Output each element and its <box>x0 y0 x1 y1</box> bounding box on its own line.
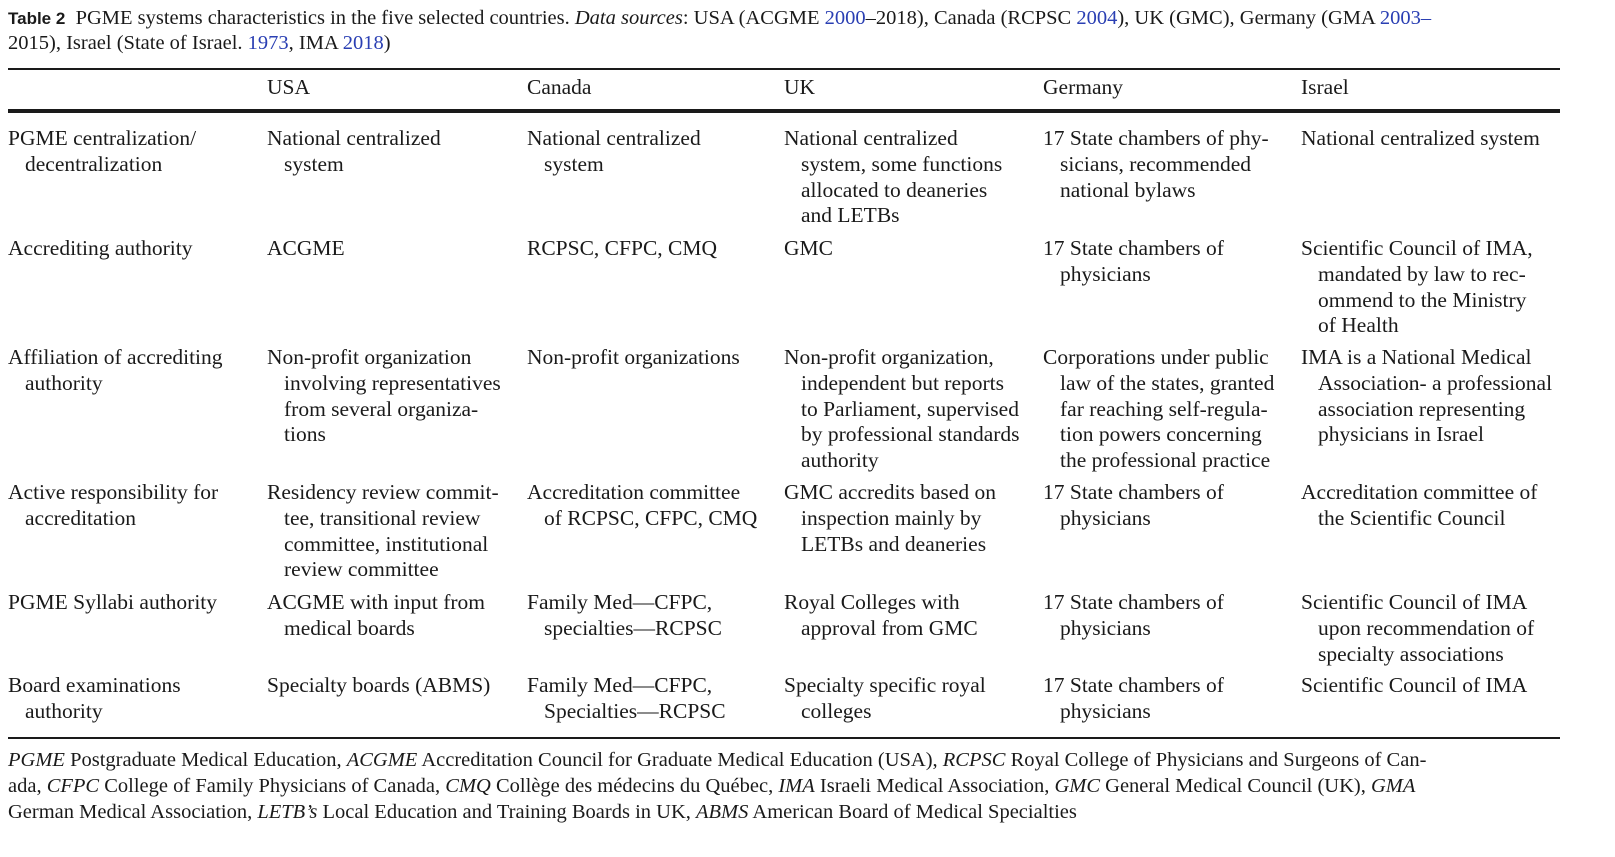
table-cell <box>1301 126 1540 152</box>
cell-line: 17 State chambers of <box>1043 590 1224 614</box>
abbreviation-definition: ada, <box>8 774 47 797</box>
abbreviation: GMC <box>1054 774 1101 797</box>
abbreviation: LETB’s <box>257 800 318 823</box>
cell-line: ACGME with input from <box>267 590 485 614</box>
caption-text: : USA (ACGME <box>682 7 825 29</box>
data-sources-label: Data sources <box>574 7 683 29</box>
abbreviation: RCPSC <box>942 749 1006 771</box>
caption-text: , IMA <box>288 32 343 54</box>
cell-line: Specialty specific royal <box>784 673 986 697</box>
cell-line: far reaching self-regula- <box>1060 396 1268 421</box>
abbreviation-definition: Accreditation Council for Graduate Medical Education (USA), <box>417 749 943 771</box>
abbreviation-definition: Collège des médecins du Québec, <box>490 774 779 797</box>
table-cell <box>527 345 740 371</box>
cell-line: national bylaws <box>1060 177 1196 202</box>
cell-line: physicians <box>1060 261 1151 286</box>
cell-line: by professional standards <box>801 422 1020 447</box>
footnote-line <box>8 800 1564 826</box>
cell-line: Royal Colleges with <box>784 590 960 614</box>
caption-text: PGME systems characteristics in the five selected countries. <box>75 7 575 29</box>
citation-link[interactable]: 2018 <box>342 32 384 54</box>
cell-line: mandated by law to rec- <box>1318 261 1526 286</box>
cell-line: authority <box>25 698 103 723</box>
cell-line: and LETBs <box>801 203 900 228</box>
table-cell <box>784 236 833 262</box>
column-header: Canada <box>527 75 592 99</box>
table-cell <box>784 345 1020 474</box>
cell-line: to Parliament, supervised <box>801 396 1019 421</box>
cell-line: Scientific Council of IMA <box>1301 590 1528 614</box>
abbreviation: ACGME <box>346 749 418 771</box>
cell-line: sicians, recommended <box>1060 151 1252 176</box>
table-cell <box>784 673 986 725</box>
abbreviation: IMA <box>778 774 815 797</box>
cell-line: physicians <box>1060 505 1151 530</box>
cell-line: authority <box>801 448 879 473</box>
abbreviation-definition: German Medical Association, <box>8 800 258 823</box>
caption-text: –2018), Canada (RCPSC <box>865 7 1077 29</box>
table-cell <box>527 126 701 178</box>
cell-line: 17 State chambers of <box>1043 480 1224 504</box>
table-cell <box>527 480 757 532</box>
cell-line: colleges <box>801 698 872 723</box>
caption-line-2 <box>8 31 1568 56</box>
table-cell <box>1301 590 1534 667</box>
cell-line: accreditation <box>25 505 137 530</box>
table-cell <box>527 673 726 725</box>
column-header: UK <box>784 75 816 99</box>
cell-line: association representing <box>1318 396 1526 421</box>
cell-line: National centralized <box>527 126 701 150</box>
table-cell <box>527 236 717 262</box>
caption-text: 2015), Israel (State of Israel. <box>8 32 248 54</box>
citation-link[interactable]: 1973 <box>247 32 289 54</box>
cell-line: 17 State chambers of <box>1043 236 1224 260</box>
cell-line: Scientific Council of IMA, <box>1301 236 1533 260</box>
cell-line: system, some functions <box>801 151 1003 176</box>
cell-line: Board examinations <box>8 673 181 697</box>
cell-line: involving representatives <box>284 370 501 395</box>
table-cell <box>1043 126 1269 203</box>
abbreviation-definition: Postgraduate Medical Education, <box>64 749 347 771</box>
abbreviation: ABMS <box>696 800 749 823</box>
abbreviation-definition: Israeli Medical Association, <box>814 774 1055 797</box>
row-label <box>8 236 192 262</box>
table-cell <box>1301 480 1537 532</box>
table-cell <box>1301 236 1533 339</box>
table-cell <box>267 673 490 699</box>
cell-line: the Scientific Council <box>1318 505 1506 530</box>
cell-line: independent but reports <box>801 370 1005 395</box>
cell-line: Specialties—RCPSC <box>544 698 726 723</box>
abbreviation-definition: College of Family Physicians of Canada, <box>99 774 446 797</box>
table-header-rule <box>8 109 1560 113</box>
cell-line: Non-profit organization, <box>784 345 994 369</box>
cell-line: 17 State chambers of phy- <box>1043 126 1269 150</box>
cell-line: RCPSC, CFPC, CMQ <box>527 236 718 260</box>
cell-line: specialties—RCPSC <box>544 615 722 640</box>
citation-link[interactable]: 2000 <box>824 7 866 29</box>
abbreviation-definition: American Board of Medical Specialties <box>748 800 1077 823</box>
cell-line: IMA is a National Medical <box>1301 345 1532 369</box>
table-cell <box>1043 236 1224 288</box>
cell-line: Scientific Council of IMA <box>1301 673 1528 697</box>
abbreviation-definition: General Medical Council (UK), <box>1100 774 1371 797</box>
caption-text: ) <box>383 32 391 54</box>
footnote-line <box>8 774 1564 800</box>
cell-line: Active responsibility for <box>8 480 219 504</box>
cell-line: Residency review commit- <box>267 480 499 504</box>
table-cell <box>267 590 485 642</box>
table-cell <box>784 480 996 557</box>
table-cell <box>1043 590 1224 642</box>
cell-line: authority <box>25 370 103 395</box>
cell-line: Family Med—CFPC, <box>527 673 713 697</box>
cell-line: of RCPSC, CFPC, CMQ <box>544 505 758 530</box>
cell-line: PGME centralization/ <box>8 126 197 150</box>
cell-line: Affiliation of accrediting <box>8 345 223 369</box>
cell-line: tion powers concerning <box>1060 422 1262 447</box>
cell-line: allocated to deaneries <box>801 177 988 202</box>
table-bottom-rule <box>8 737 1560 739</box>
cell-line: upon recommendation of <box>1318 615 1535 640</box>
cell-line: GMC accredits based on <box>784 480 996 504</box>
table-cell <box>1301 673 1527 699</box>
row-label <box>8 126 196 178</box>
cell-line: tee, transitional review <box>284 505 481 530</box>
table-cell <box>1043 480 1224 532</box>
cell-line: National centralized system <box>1301 126 1540 150</box>
cell-line: National centralized <box>784 126 958 150</box>
cell-line: Association- a professional <box>1318 370 1553 395</box>
table-cell <box>267 126 441 178</box>
cell-line: Non-profit organizations <box>527 345 740 369</box>
cell-line: LETBs and deaneries <box>801 531 987 556</box>
cell-line: Accrediting authority <box>8 236 193 260</box>
table-cell <box>784 126 1002 229</box>
caption-text: ), UK (GMC), Germany (GMA <box>1117 7 1380 29</box>
table-top-rule <box>8 68 1560 70</box>
cell-line: physicians <box>1060 615 1151 640</box>
cell-line: system <box>284 151 344 176</box>
column-header: USA <box>267 75 311 99</box>
cell-line: Accreditation committee <box>527 480 741 504</box>
cell-line: physicians in Israel <box>1318 422 1484 447</box>
table-cell <box>527 590 722 642</box>
cell-line: tions <box>284 422 326 447</box>
table-cell <box>1043 345 1274 474</box>
row-label <box>8 345 223 397</box>
cell-line: Specialty boards (ABMS) <box>267 673 491 697</box>
row-label <box>8 590 217 616</box>
table-caption <box>8 6 1568 56</box>
cell-line: GMC <box>784 236 833 260</box>
cell-line: committee, institutional <box>284 531 489 556</box>
footnote-line <box>8 748 1564 774</box>
cell-line: Corporations under public <box>1043 345 1269 369</box>
citation-link[interactable]: 2003– <box>1379 7 1432 29</box>
abbreviation: CFPC <box>46 774 100 797</box>
cell-line: PGME Syllabi authority <box>8 590 218 614</box>
cell-line: the professional practice <box>1060 448 1271 473</box>
cell-line: ommend to the Ministry <box>1318 287 1527 312</box>
caption-line-1 <box>8 6 1568 31</box>
cell-line: decentralization <box>25 151 163 176</box>
table-cell <box>267 480 499 583</box>
table-cell <box>267 236 345 262</box>
abbreviation: PGME <box>8 749 65 771</box>
cell-line: Family Med—CFPC, <box>527 590 713 614</box>
table-cell <box>1301 345 1552 448</box>
abbreviation: CMQ <box>445 774 491 797</box>
cell-line: from several organiza- <box>284 396 479 421</box>
table-cell <box>267 345 501 448</box>
table-label: Table 2 <box>8 9 66 28</box>
cell-line: medical boards <box>284 615 415 640</box>
column-header: Germany <box>1043 75 1123 99</box>
cell-line: 17 State chambers of <box>1043 673 1224 697</box>
abbreviation-definition: Royal College of Physicians and Surgeons of Can- <box>1005 749 1427 771</box>
abbreviation-definition: Local Education and Training Boards in UK, <box>317 800 697 823</box>
table-cell <box>1043 673 1224 725</box>
table-footnote <box>8 748 1564 825</box>
cell-line: of Health <box>1318 313 1399 338</box>
cell-line: law of the states, granted <box>1060 370 1275 395</box>
column-header: Israel <box>1301 75 1349 99</box>
cell-line: physicians <box>1060 698 1151 723</box>
cell-line: National centralized <box>267 126 441 150</box>
abbreviation: GMA <box>1370 774 1416 797</box>
cell-line: Non-profit organization <box>267 345 472 369</box>
row-label <box>8 480 218 532</box>
citation-link[interactable]: 2004 <box>1076 7 1118 29</box>
row-label <box>8 673 181 725</box>
cell-line: Accreditation committee of <box>1301 480 1538 504</box>
cell-line: inspection mainly by <box>801 505 982 530</box>
cell-line: specialty associations <box>1318 641 1504 666</box>
cell-line: system <box>544 151 604 176</box>
cell-line: ACGME <box>267 236 345 260</box>
table-cell <box>784 590 978 642</box>
cell-line: approval from GMC <box>801 615 978 640</box>
cell-line: review committee <box>284 557 439 582</box>
